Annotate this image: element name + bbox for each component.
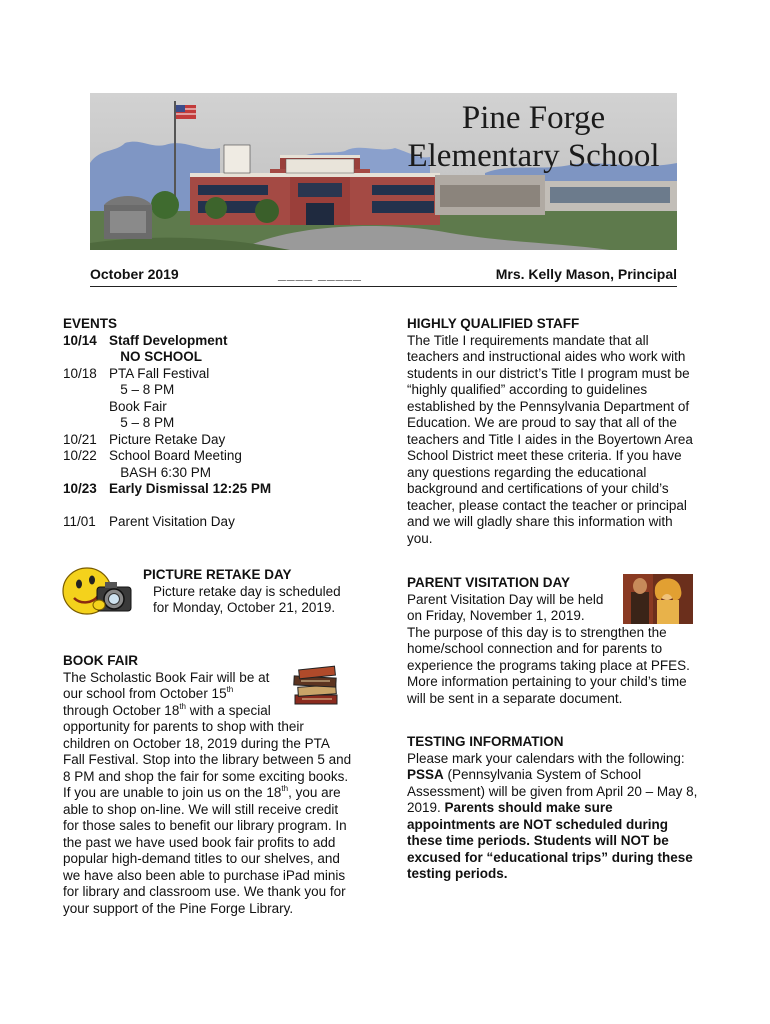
event-row bbox=[63, 448, 242, 465]
event-text: PTA Fall Festival bbox=[109, 366, 210, 381]
qualified-staff-line: any questions regarding the educational bbox=[407, 464, 647, 480]
parent-child-photo bbox=[623, 574, 693, 624]
testing-line: these time periods. Students will NOT be bbox=[407, 833, 669, 848]
book-fair-line: 8 PM and shop the fair for some exciting books. bbox=[63, 768, 349, 784]
testing-line: excused for “educational trips” during these bbox=[407, 849, 693, 865]
newsletter-header bbox=[90, 266, 677, 287]
smiley-camera-icon bbox=[61, 565, 136, 617]
testing-info-section bbox=[407, 734, 727, 883]
book-fair-section bbox=[63, 653, 373, 917]
event-row bbox=[63, 382, 174, 399]
book-fair-line: we have also been able to purchase iPad minis bbox=[63, 867, 346, 883]
qualified-staff-body bbox=[407, 333, 727, 548]
banner-title-line2: Elementary School bbox=[407, 138, 660, 174]
qualified-staff-line: Education. We are proud to say that all of the bbox=[407, 415, 677, 430]
testing-line: Assessment) will be given from April 20 – May 8, bbox=[407, 783, 698, 799]
banner-title-line1: Pine Forge bbox=[461, 100, 606, 136]
event-row bbox=[63, 514, 235, 531]
event-text: Book Fair bbox=[109, 399, 167, 414]
book-fair-line: opportunity for parents to shop with their bbox=[63, 719, 304, 734]
event-row bbox=[63, 399, 167, 416]
picture-retake-body bbox=[143, 584, 383, 617]
event-row bbox=[63, 432, 225, 449]
qualified-staff-line: “highly qualified” according to guidelines bbox=[407, 382, 648, 397]
parent-visitation-line: on Friday, November 1, 2019. bbox=[407, 608, 585, 623]
parent-visitation-line: experience the programs taking place at PFES. bbox=[407, 657, 690, 673]
qualified-staff-heading: HIGHLY QUALIFIED STAFF bbox=[407, 316, 580, 331]
event-text: School Board Meeting bbox=[109, 448, 242, 463]
parent-visitation-line: home/school connection and for parents to bbox=[407, 641, 663, 656]
event-text: Parent Visitation Day bbox=[109, 514, 235, 529]
book-fair-line: your support of the Pine Forge Library. bbox=[63, 900, 294, 916]
book-fair-line: The Scholastic Book Fair will be at bbox=[63, 669, 270, 685]
testing-line: Please mark your calendars with the following: bbox=[407, 750, 685, 766]
event-text: Picture Retake Day bbox=[109, 432, 226, 447]
event-text: Staff Development bbox=[109, 333, 228, 348]
book-fair-line: the past we have used book fair profits to add bbox=[63, 834, 336, 850]
banner-title bbox=[390, 99, 677, 175]
event-row bbox=[63, 349, 202, 366]
event-row bbox=[63, 465, 211, 482]
qualified-staff-line: you. bbox=[407, 530, 433, 546]
picture-retake-line: for Monday, October 21, 2019. bbox=[153, 600, 336, 615]
parent-visitation-line: will be sent in a separate document. bbox=[407, 690, 623, 706]
book-fair-line: for those sales to benefit our library program. In bbox=[63, 818, 347, 833]
parent-visitation-heading: PARENT VISITATION DAY bbox=[407, 575, 571, 590]
qualified-staff-line: teachers and Title I aides in the Boyertown Area bbox=[407, 431, 693, 447]
principal-name: Mrs. Kelly Mason, Principal bbox=[495, 266, 677, 282]
event-date: 10/21 bbox=[63, 432, 97, 447]
newsletter-date: October 2019 bbox=[90, 266, 179, 282]
qualified-staff-line: School District meet these criteria. If you have bbox=[407, 448, 682, 463]
testing-line: appointments are NOT scheduled during bbox=[407, 816, 669, 832]
book-fair-line: our school from October 15th bbox=[63, 685, 234, 701]
picture-retake-heading: PICTURE RETAKE DAY bbox=[143, 567, 292, 582]
event-date: 10/18 bbox=[63, 366, 97, 381]
events-heading: EVENTS bbox=[63, 316, 118, 331]
event-row bbox=[63, 366, 209, 383]
event-row bbox=[63, 481, 271, 498]
header-blanks: ____ _____ bbox=[278, 266, 362, 282]
book-fair-line: for library and classroom use. We thank you for bbox=[63, 884, 346, 899]
event-date: 10/23 bbox=[63, 481, 97, 496]
qualified-staff-line: and we will gladly share this information with bbox=[407, 514, 673, 529]
parent-visitation-line: Parent Visitation Day will be held bbox=[407, 591, 604, 607]
testing-line: 2019. Parents should make sure bbox=[407, 800, 613, 815]
picture-retake-section bbox=[143, 567, 383, 617]
testing-info-heading: TESTING INFORMATION bbox=[407, 734, 564, 749]
qualified-staff-line: background and certifications of your child’s bbox=[407, 481, 669, 496]
book-fair-line: children on October 18, 2019 during the PTA bbox=[63, 735, 330, 751]
parent-visitation-line: More information pertaining to your child’s time bbox=[407, 674, 687, 689]
book-fair-line: popular high-demand titles to our shelves, and bbox=[63, 851, 340, 866]
school-banner bbox=[90, 93, 677, 250]
testing-line: PSSA (Pennsylvania System of School bbox=[407, 767, 642, 782]
event-text: BASH 6:30 PM bbox=[109, 465, 212, 480]
book-fair-line: through October 18th with a special bbox=[63, 701, 271, 718]
qualified-staff-line: students in our district’s Title I program must be bbox=[407, 365, 690, 381]
event-date: 10/14 bbox=[63, 333, 97, 348]
event-text: 5 – 8 PM bbox=[109, 415, 175, 430]
book-fair-line: If you are unable to join us on the 18th, you are bbox=[63, 784, 341, 800]
qualified-staff-section bbox=[407, 316, 727, 547]
picture-retake-line: Picture retake day is scheduled bbox=[153, 583, 341, 599]
book-fair-line: able to shop on-line. We will still receive credit bbox=[63, 801, 339, 817]
qualified-staff-line: teacher, please contact the teacher or principal bbox=[407, 497, 687, 513]
qualified-staff-line: teachers and instructional aides who work with bbox=[407, 349, 686, 364]
testing-line: testing periods. bbox=[407, 866, 508, 881]
book-fair-line: Fall Festival. Stop into the library between 5 and bbox=[63, 752, 352, 767]
event-text: NO SCHOOL bbox=[109, 349, 203, 364]
event-row bbox=[63, 415, 174, 432]
event-text: Early Dismissal 12:25 PM bbox=[109, 481, 272, 496]
event-row bbox=[63, 333, 228, 350]
parent-visitation-line: The purpose of this day is to strengthen the bbox=[407, 624, 667, 640]
qualified-staff-line: established by the Pennsylvania Department of bbox=[407, 398, 690, 414]
event-date: 10/22 bbox=[63, 448, 97, 463]
book-fair-heading: BOOK FAIR bbox=[63, 653, 139, 668]
event-text: 5 – 8 PM bbox=[109, 382, 175, 397]
event-date: 11/01 bbox=[63, 514, 96, 529]
qualified-staff-line: The Title I requirements mandate that all bbox=[407, 332, 649, 348]
